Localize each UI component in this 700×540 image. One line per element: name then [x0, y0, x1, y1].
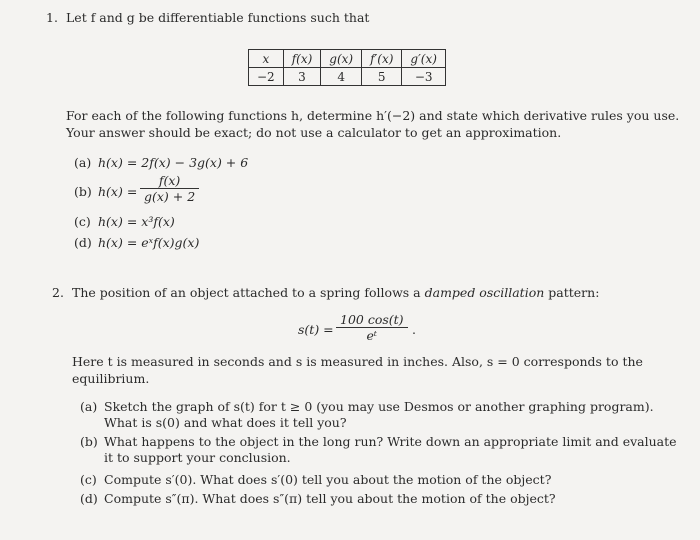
- q2-part-a-line2: What is s(0) and what does it tell you?: [104, 415, 347, 430]
- q2-part-b-label: (b): [80, 434, 98, 449]
- q1-part-b-fraction: [140, 173, 199, 204]
- table-cell: 3: [283, 68, 321, 86]
- q1-part-a-label: (a): [74, 155, 92, 170]
- table-header-cell: g(x): [321, 50, 362, 68]
- table-header-cell: g′(x): [402, 50, 446, 68]
- table-row: [249, 68, 446, 86]
- q2-part-a-line1: Sketch the graph of s(t) for t ≥ 0 (you may use Desmos or another graphing program).: [104, 399, 654, 414]
- q1-part-b-lhs: h(x) =: [98, 184, 138, 199]
- q2-here-line1: Here t is measured in seconds and s is measured in inches. Also, s = 0 corresponds to the: [72, 354, 643, 369]
- q1-part-d-expr: h(x) = eˣf(x)g(x): [98, 235, 200, 250]
- q2-part-c-label: (c): [80, 472, 97, 487]
- table-header-row: [249, 50, 446, 68]
- q1-part-a-expr: h(x) = 2f(x) − 3g(x) + 6: [98, 155, 249, 170]
- q2-part-b-line2: it to support your conclusion.: [104, 450, 291, 465]
- table-cell: −2: [249, 68, 284, 86]
- q1-instructions-line1: For each of the following functions h, determine h′(−2) and state which derivative rules you use.: [66, 108, 680, 123]
- q2-formula-fraction: [336, 312, 408, 343]
- q2-intro-emphasis: damped oscillation: [424, 285, 545, 300]
- q1-instructions-line2: Your answer should be exact; do not use a calculator to get an approximation.: [66, 125, 562, 140]
- q1-part-d-label: (d): [74, 235, 92, 250]
- values-table: [248, 49, 446, 86]
- q2-intro-plain: The position of an object attached to a spring follows a: [72, 285, 421, 300]
- q1-part-b-denominator: g(x) + 2: [144, 189, 196, 204]
- q2-intro-end: pattern:: [548, 285, 600, 300]
- q2-number: 2.: [52, 285, 64, 300]
- q2-part-b-line1: What happens to the object in the long run? Write down an appropriate limit and evaluate: [104, 434, 677, 449]
- q2-formula-end: .: [412, 322, 416, 337]
- table-cell: 5: [362, 68, 402, 86]
- q1-part-b-numerator: f(x): [140, 173, 199, 189]
- q2-formula-lhs: s(t) =: [298, 322, 334, 337]
- table-cell: 4: [321, 68, 362, 86]
- table-cell: −3: [402, 68, 446, 86]
- q1-number: 1.: [46, 10, 58, 25]
- table-header-cell: f′(x): [362, 50, 402, 68]
- q1-intro: Let f and g be differentiable functions such that: [66, 10, 370, 25]
- q2-formula-denominator: eᵗ: [366, 328, 378, 343]
- q1-part-b-label: (b): [74, 184, 92, 199]
- q2-formula-numerator: 100 cos(t): [336, 312, 408, 328]
- q1-part-c-expr: h(x) = x³f(x): [98, 214, 175, 229]
- q2-part-d-label: (d): [80, 491, 98, 506]
- q2-here-line2: equilibrium.: [72, 371, 150, 386]
- table-header-cell: f(x): [283, 50, 321, 68]
- table-header-cell: x: [249, 50, 284, 68]
- q2-intro: [72, 285, 599, 300]
- q1-part-c-label: (c): [74, 214, 91, 229]
- q2-part-d-text: Compute s″(π). What does s″(π) tell you about the motion of the object?: [104, 491, 556, 506]
- q2-part-c-text: Compute s′(0). What does s′(0) tell you about the motion of the object?: [104, 472, 552, 487]
- q2-part-a-label: (a): [80, 399, 98, 414]
